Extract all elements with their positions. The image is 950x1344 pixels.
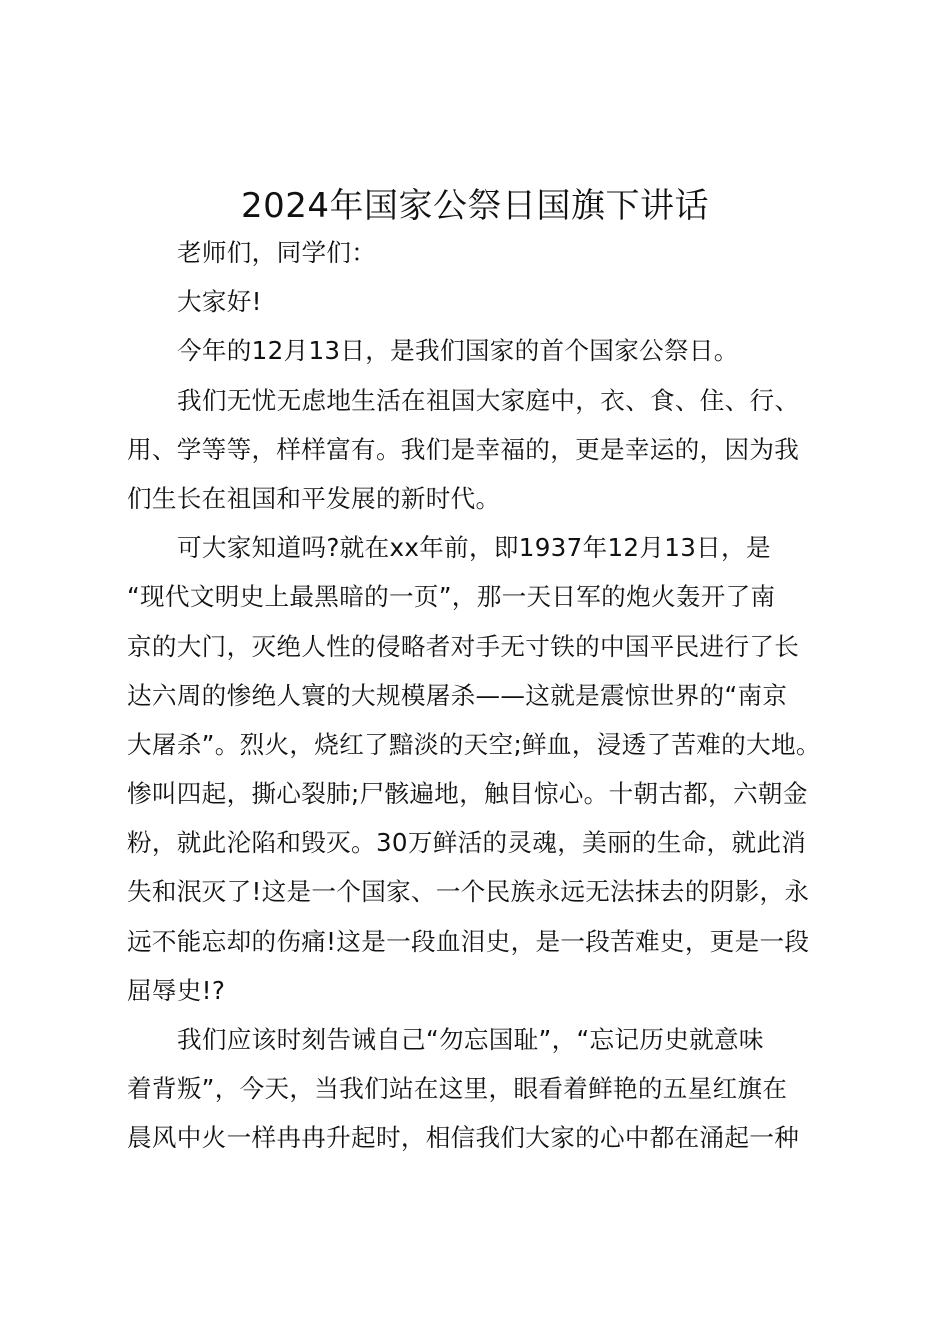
paragraph-line: 屈辱史!?	[127, 975, 226, 1005]
paragraph-line: 可大家知道吗?就在xx年前，即1937年12月13日，是	[177, 533, 771, 563]
greeting-line: 大家好!	[177, 287, 262, 317]
salutation-line: 老师们，同学们：	[177, 238, 377, 267]
paragraph-line: 晨风中火一样冉冉升起时，相信我们大家的心中都在涌起一种	[127, 1123, 800, 1153]
paragraph-line: 今年的12月13日，是我们国家的首个国家公祭日。	[177, 336, 739, 366]
paragraph-line: 我们无忧无虑地生活在祖国大家庭中，衣、食、住、行、	[177, 385, 800, 415]
paragraph-line: 远不能忘却的伤痛!这是一段血泪史，是一段苦难史，更是一段	[127, 926, 810, 956]
paragraph-line: 大屠杀”。烈火，烧红了黯淡的天空;鲜血，浸透了苦难的大地。	[127, 729, 821, 759]
paragraph-line: 达六周的惨绝人寰的大规模屠杀——这就是震惊世界的“南京	[127, 680, 788, 710]
paragraph-line: 粉，就此沦陷和毁灭。30万鲜活的灵魂，美丽的生命，就此消	[127, 828, 807, 858]
document-title: 2024年国家公祭日国旗下讲话	[240, 186, 710, 226]
paragraph-line: 用、学等等，样样富有。我们是幸福的，更是幸运的，因为我	[127, 434, 800, 464]
paragraph-line: 我们应该时刻告诫自己“勿忘国耻”，“忘记历史就意味	[177, 1025, 764, 1054]
paragraph-line: “现代文明史上最黑暗的一页”，那一天日军的炮火轰开了南	[127, 582, 776, 612]
paragraph-line: 京的大门，灭绝人性的侵略者对手无寸铁的中国平民进行了长	[127, 631, 800, 661]
paragraph-line: 失和泯灭了!这是一个国家、一个民族永远无法抹去的阴影，永	[127, 877, 810, 907]
paragraph-line: 着背叛”，今天，当我们站在这里，眼看着鲜艳的五星红旗在	[127, 1074, 788, 1104]
document-body	[127, 228, 847, 1163]
paragraph-line: 惨叫四起，撕心裂肺;尸骸遍地，触目惊心。十朝古都，六朝金	[127, 779, 808, 809]
paragraph-line: 们生长在祖国和平发展的新时代。	[127, 483, 501, 513]
